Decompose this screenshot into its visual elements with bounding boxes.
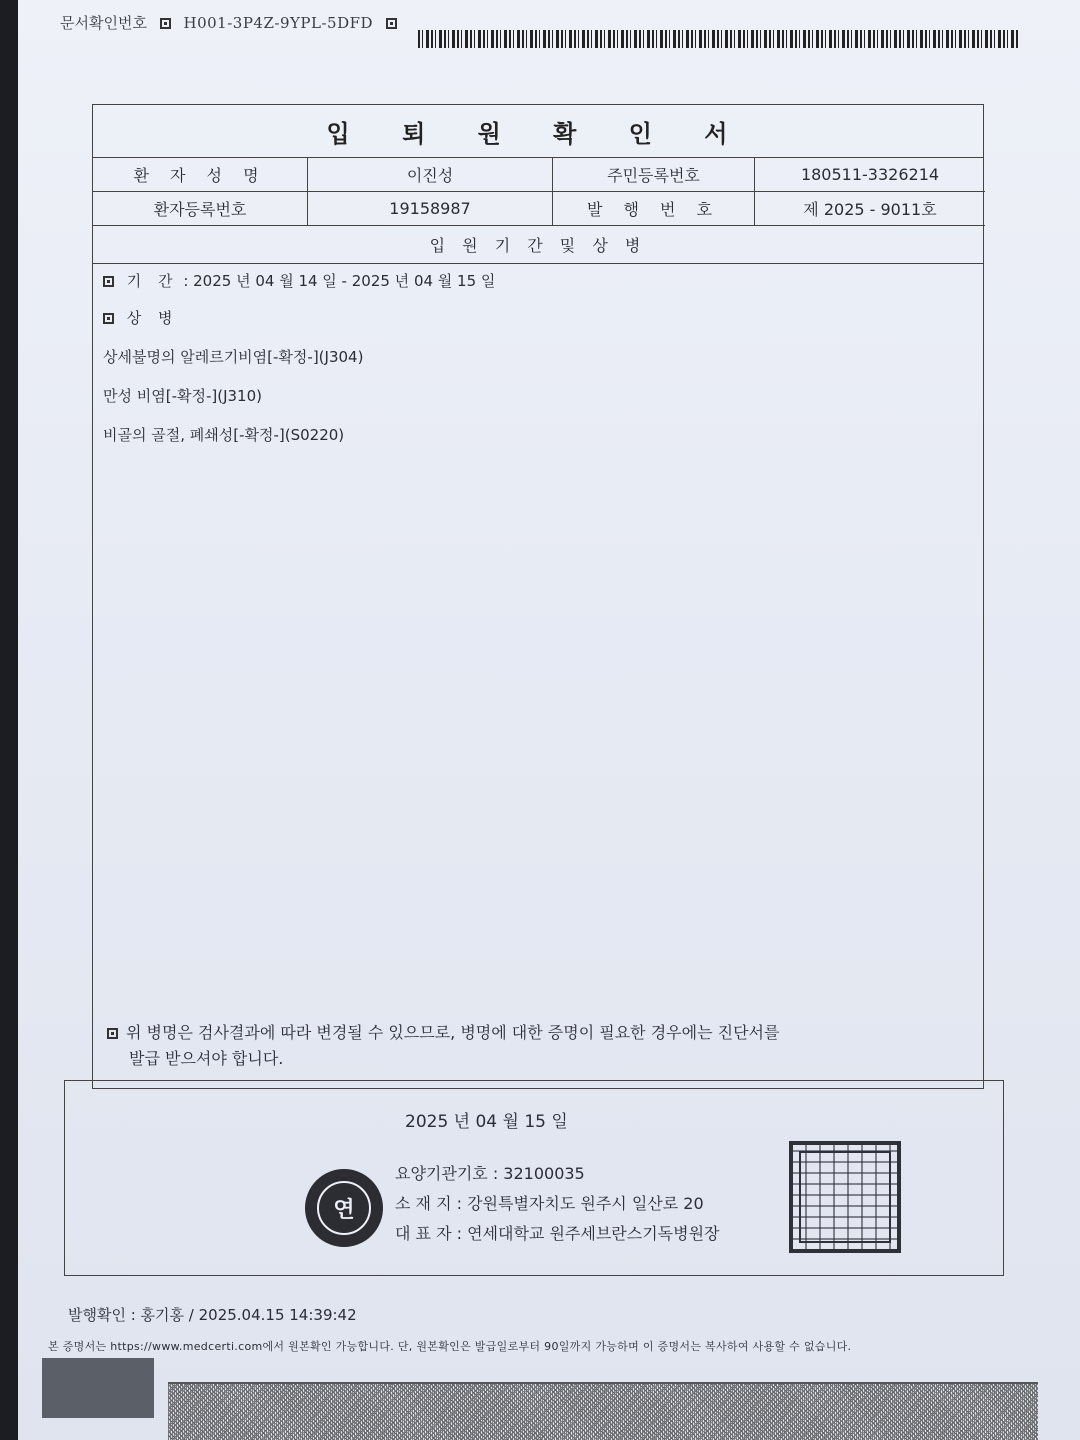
content-area [93, 270, 983, 445]
barcode [418, 30, 1020, 48]
notice-text-1: 위 병명은 검사결과에 따라 변경될 수 있으므로, 병명에 대한 증명이 필요한 경우에는 진단서를 [126, 1023, 780, 1042]
resident-no-label: 주민등록번호 [553, 158, 755, 192]
period-value: : 2025 년 04 월 14 일 - 2025 년 04 월 15 일 [183, 272, 496, 290]
doc-confirm-bar [60, 12, 405, 33]
document-title: 입 퇴 원 확 인 서 [326, 119, 750, 148]
notice-line-1 [107, 1020, 927, 1046]
issuer-line: 발행확인 : 홍기홍 / 2025.04.15 14:39:42 [68, 1306, 357, 1324]
doc-confirm-number: H001-3P4Z-9YPL-5DFD [183, 14, 374, 32]
diagnosis-item: 비골의 골절, 폐쇄성[-확정-](S0220) [103, 426, 345, 444]
patient-reg-label: 환자등록번호 [93, 192, 308, 226]
institution-info [395, 1159, 720, 1249]
institution-code: 요양기관기호 : 32100035 [395, 1164, 585, 1183]
resident-no-value: 180511-3326214 [755, 158, 985, 192]
yonsei-university-logo [305, 1169, 383, 1247]
diagnosis-label: 상 병 [126, 309, 179, 327]
period-label: 기 간 [126, 272, 179, 290]
issue-date: 2025 년 04 월 15 일 [405, 1112, 568, 1132]
square-bullet-icon [107, 1028, 118, 1039]
diagnosis-notice [107, 1020, 927, 1072]
square-bullet-icon [160, 18, 171, 29]
original-stamp [42, 1358, 154, 1418]
notice-line-2: 발급 받으셔야 합니다. [129, 1049, 284, 1068]
certificate-form [92, 104, 984, 1089]
square-bullet-icon [103, 276, 114, 287]
square-bullet-icon [386, 18, 397, 29]
security-pattern [168, 1382, 1038, 1440]
issue-no-value: 제 2025 - 9011호 [755, 192, 985, 226]
title-row [93, 105, 983, 158]
shield-icon: 연 [317, 1181, 371, 1235]
institution-address: 소 재 지 : 강원특별자치도 원주시 일산로 20 [395, 1194, 704, 1213]
seal-inner [799, 1151, 891, 1243]
document-paper [18, 0, 1080, 1440]
diagnosis-item: 만성 비염[-확정-](J310) [103, 387, 262, 405]
patient-info-table [93, 158, 983, 226]
issue-no-label: 발 행 번 호 [553, 192, 755, 226]
institution-representative: 대 표 자 : 연세대학교 원주세브란스기독병원장 [395, 1224, 720, 1243]
issuance-box [64, 1080, 1004, 1276]
patient-name-label: 환 자 성 명 [93, 158, 308, 192]
official-seal [789, 1141, 901, 1253]
diagnosis-item: 상세불명의 알레르기비염[-확정-](J304) [103, 348, 364, 366]
section-title: 입 원 기 간 및 상 병 [93, 226, 983, 264]
square-bullet-icon [103, 313, 114, 324]
patient-reg-value: 19158987 [308, 192, 553, 226]
diagnosis-heading [103, 307, 973, 328]
patient-name-value: 이진성 [308, 158, 553, 192]
footer-disclaimer: 본 증명서는 https://www.medcerti.com에서 원본확인 가능합니다. 단, 원본확인은 발급일로부터 90일까지 가능하며 이 증명서는 복사하여 사용할 수 없습니다. [48, 1340, 852, 1353]
period-row [103, 270, 973, 291]
doc-confirm-label: 문서확인번호 [60, 14, 147, 32]
